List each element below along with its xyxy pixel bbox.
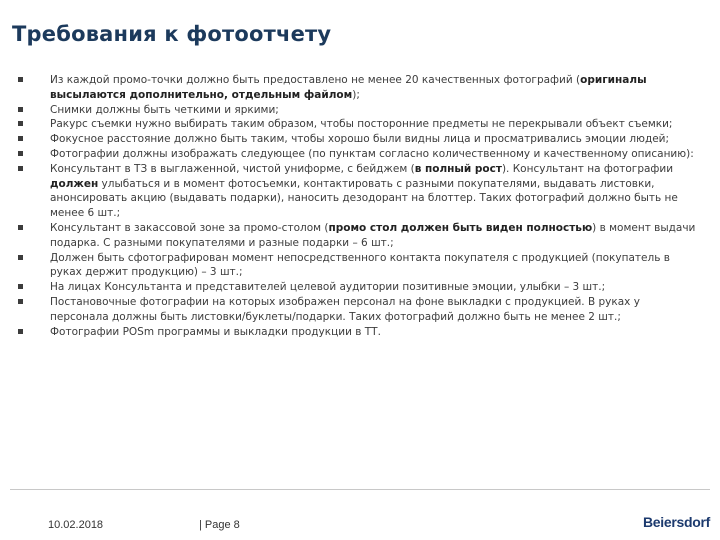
bullet-text bbox=[50, 222, 695, 249]
bullet-text bbox=[50, 148, 694, 160]
bullet-square-icon bbox=[18, 77, 23, 82]
bullet-emphasis: промо стол должен быть виден полностью bbox=[328, 221, 593, 234]
bullet-square-icon bbox=[18, 255, 23, 260]
bullet-square-icon bbox=[18, 284, 23, 289]
bullet-square-icon bbox=[18, 151, 23, 156]
bullet-square-icon bbox=[18, 166, 23, 171]
bullet-text bbox=[50, 326, 381, 338]
bullet-text bbox=[50, 118, 672, 130]
bullet-item bbox=[18, 280, 698, 295]
bullet-run: Снимки должны быть четкими и яркими; bbox=[50, 103, 279, 116]
bullet-emphasis: в полный рост bbox=[414, 162, 502, 175]
bullet-item bbox=[18, 103, 698, 118]
bullet-emphasis: оригиналы высылаются дополнительно, отдельным файлом bbox=[50, 74, 647, 101]
slide-title: Требования к фотоотчету bbox=[12, 22, 332, 46]
bullet-square-icon bbox=[18, 329, 23, 334]
bullet-item bbox=[18, 221, 698, 251]
bullet-run: На лицах Консультанта и представителей целевой аудитории позитивные эмоции, улыбки – 3 шт.; bbox=[50, 281, 606, 294]
bullet-text bbox=[50, 104, 279, 116]
bullet-square-icon bbox=[18, 299, 23, 304]
bullet-run: Ракурс съемки нужно выбирать таким образом, чтобы посторонние предметы не перекрывали объект съемки; bbox=[50, 118, 673, 131]
bullet-item bbox=[18, 325, 698, 340]
bullet-text bbox=[50, 163, 678, 219]
bullet-run: Постановочные фотографии на которых изображен персонал на фоне выкладки с продукцией. В руках у персонала должны быть листовки/буклеты/подарки. Таких фотографий должно быть не менее 2 шт.; bbox=[50, 295, 640, 323]
bullet-run: Фокусное расстояние должно быть таким, чтобы хорошо были видны лица и просматривались эмоции людей; bbox=[50, 133, 670, 146]
bullet-square-icon bbox=[18, 121, 23, 126]
bullet-run: улыбаться и в момент фотосъемки, контактировать с разными покупателями, выдавать листовки, анонсировать акцию (выдавать подарки), наносить дезодорант на блоттер. Таких фотографий должно быть не менее 6 шт.; bbox=[50, 177, 678, 220]
bullet-run: Фотографии должны изображать следующее (по пунктам согласно количественному и качественному описанию): bbox=[50, 147, 694, 160]
beiersdorf-logo: Beiersdorf bbox=[642, 514, 710, 530]
bullet-item bbox=[18, 117, 698, 132]
bullet-run: Из каждой промо-точки должно быть предоставлено не менее 20 качественных фотографий ( bbox=[50, 74, 581, 86]
bullet-run: Должен быть сфотографирован момент непосредственного контакта покупателя с продукцией (покупатель в руках держит продукцию) – 3 шт.; bbox=[50, 251, 670, 279]
bullet-item bbox=[18, 132, 698, 147]
bullet-item bbox=[18, 73, 698, 103]
bullet-run: ). Консультант на фотографии bbox=[501, 162, 674, 175]
bullet-text bbox=[50, 74, 647, 101]
bullet-item bbox=[18, 251, 698, 281]
bullet-run: Фотографии POSm программы и выкладки продукции в ТТ. bbox=[50, 325, 381, 338]
bullet-emphasis: должен bbox=[50, 177, 99, 190]
footer-divider bbox=[10, 489, 710, 490]
bullet-item bbox=[18, 147, 698, 162]
bullet-run: ) в момент выдачи подарка. С разными покупателями и разные подарки – 6 шт.; bbox=[50, 221, 696, 249]
footer-page-number: | Page 8 bbox=[199, 519, 240, 531]
bullet-text bbox=[50, 281, 605, 293]
bullet-text bbox=[50, 252, 670, 279]
footer-date: 10.02.2018 bbox=[48, 519, 104, 531]
bullet-square-icon bbox=[18, 136, 23, 141]
bullet-square-icon bbox=[18, 107, 23, 112]
bullet-text bbox=[50, 133, 669, 145]
bullet-square-icon bbox=[18, 225, 23, 230]
bullet-text bbox=[50, 296, 640, 323]
bullet-item bbox=[18, 295, 698, 325]
bullet-run: Консультант в закассовой зоне за промо-столом ( bbox=[50, 221, 329, 234]
bullet-item bbox=[18, 162, 698, 221]
bullet-list bbox=[18, 73, 698, 339]
bullet-run: Консультант в ТЗ в выглаженной, чистой униформе, с бейджем ( bbox=[50, 162, 415, 175]
bullet-run: ); bbox=[352, 88, 360, 101]
